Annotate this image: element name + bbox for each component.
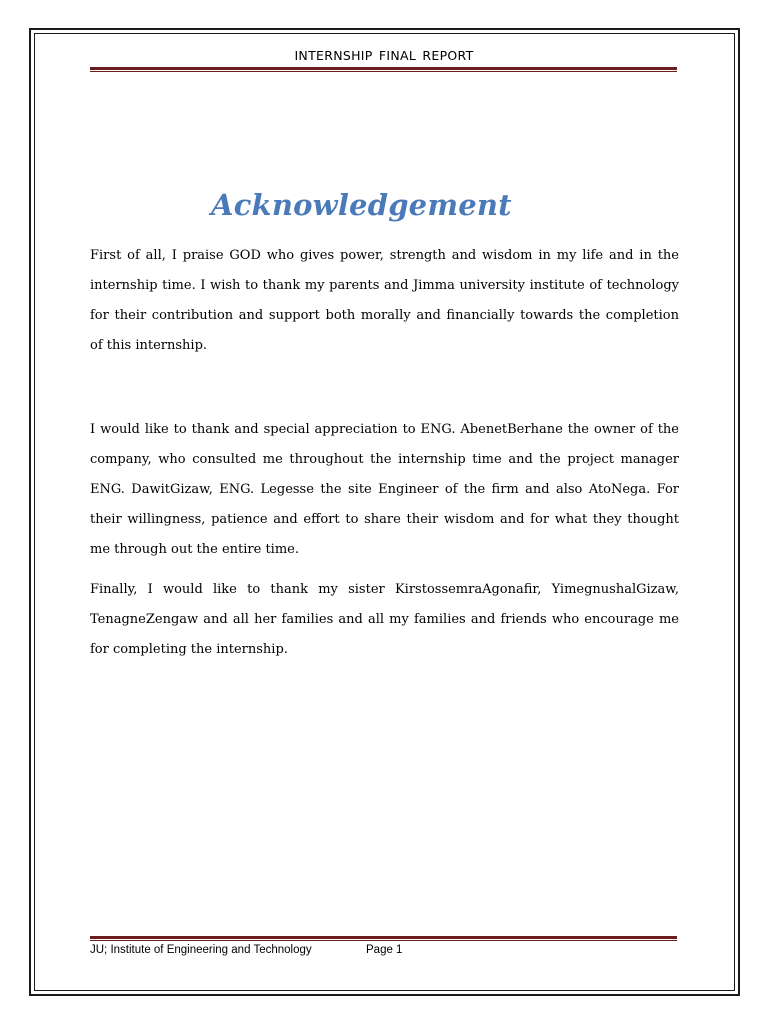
page-footer bbox=[90, 944, 403, 956]
header-title: INTERNSHIP FINAL REPORT bbox=[294, 48, 474, 63]
footer-organization: JU; Institute of Engineering and Technology bbox=[90, 944, 312, 956]
footer-rule-thick bbox=[90, 936, 677, 939]
paragraph-company-thanks: I would like to thank and special appreciation to ENG. AbenetBerhane the owner of the company, who consulted me throughout the internship time and the project manager ENG. DawitGizaw, ENG. Legesse the site Engineer of the firm and also AtoNega. For their willingness, patience and effort to share their wisdom and for what they thought me through out the entire time. bbox=[90, 422, 679, 557]
footer-page-number: Page 1 bbox=[366, 944, 403, 956]
header-rule-thin bbox=[90, 71, 677, 72]
header-rule-thick bbox=[90, 67, 677, 70]
header-rule bbox=[90, 67, 677, 73]
paragraph-intro: First of all, I praise GOD who gives power, strength and wisdom in my life and in the internship time. I wish to thank my parents and Jimma university institute of technology for their contribution and support both morally and financially towards the completion of this internship. bbox=[90, 248, 679, 353]
footer-rule-thin bbox=[90, 940, 677, 941]
footer-rule bbox=[90, 936, 677, 942]
paragraph-family-thanks: Finally, I would like to thank my sister KirstossemraAgonafir, YimegnushalGizaw, TenagneZengaw and all her families and all my families and friends who encourage me for completing the internship. bbox=[90, 582, 679, 657]
page-heading: Acknowledgement bbox=[211, 188, 512, 222]
